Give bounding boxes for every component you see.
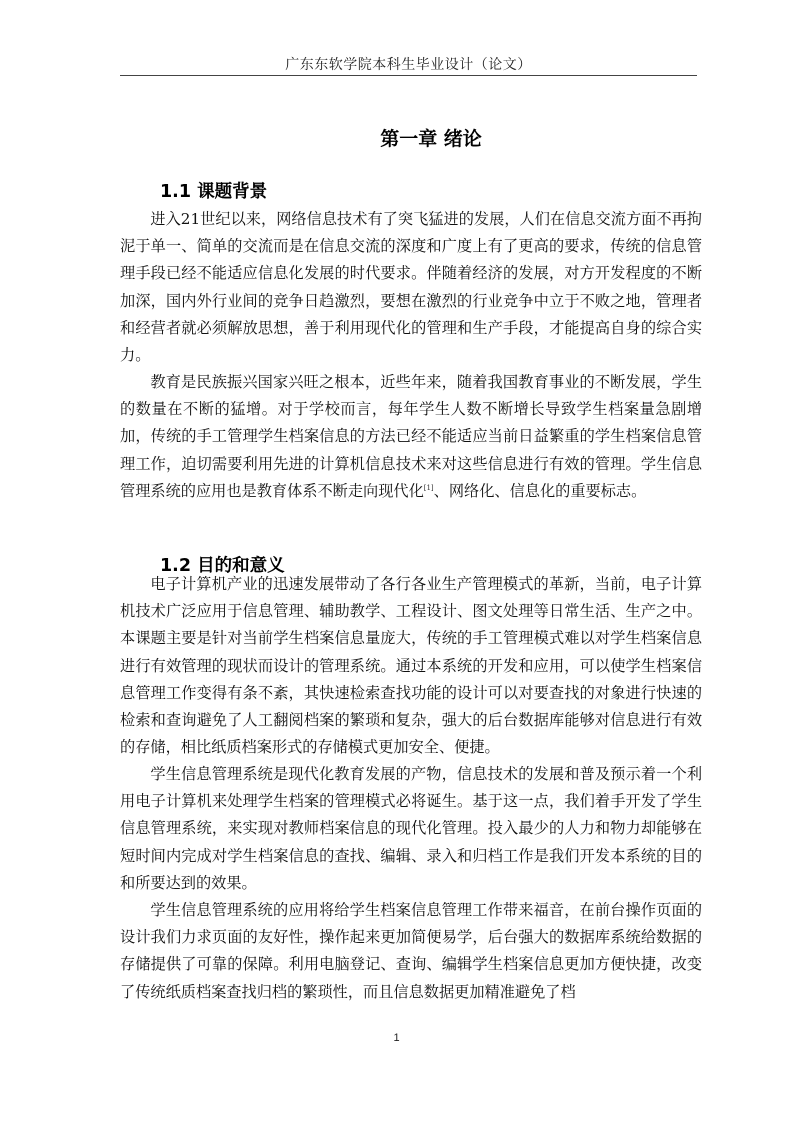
- page-number: 1: [393, 1032, 400, 1044]
- chapter-title: 第一章 绪论: [380, 128, 482, 150]
- running-header: 广东东软学院本科生毕业设计（论文）: [285, 57, 532, 73]
- citation-marker: [1]: [423, 483, 434, 492]
- paragraph: [120, 369, 702, 505]
- header-rule: [120, 75, 697, 76]
- paragraph: 学生信息管理系统的应用将给学生档案信息管理工作带来福音，在前台操作页面的设计我们力求页面的友好性，操作起来更加简便易学，后台强大的数据库系统给数据的存储提供了可靠的保障。利用电脑登记、查询、编辑学生档案信息更加方便快捷，改变了传统纸质档案查找归档的繁琐性，而且信息数据更加精准避免了档: [120, 901, 702, 1001]
- paragraph: 进入21世纪以来，网络信息技术有了突飞猛进的发展，人们在信息交流方面不再拘泥于单一、简单的交流而是在信息交流的深度和广度上有了更高的要求，传统的信息管理手段已经不能适应信息化发展的时代要求。伴随着经济的发展，对方开发程度的不断加深，国内外行业间的竞争日趋激烈，要想在激烈的行业竞争中立于不败之地，管理者和经营者就必须解放思想，善于利用现代化的管理和生产手段，才能提高自身的综合实力。: [120, 210, 702, 365]
- paragraph: 学生信息管理系统是现代化教育发展的产物，信息技术的发展和普及预示着一个利用电子计算机来处理学生档案的管理模式必将诞生。基于这一点，我们着手开发了学生信息管理系统，来实现对教师档案信息的现代化管理。投入最少的人力和物力却能够在短时间内完成对学生档案信息的查找、编辑、录入和归档工作是我们开发本系统的目的和所要达到的效果。: [120, 765, 702, 892]
- paragraph-text: 、网络化、信息化的重要标志。: [433, 481, 647, 500]
- paragraph-text: 教育是民族振兴国家兴旺之根本，近些年来，随着我国教育事业的不断发展，学生的数量在不断的猛增。对于学校而言，每年学生人数不断增长导致学生档案量急剧增加，传统的手工管理学生档案信息的方法已经不能适应当前日益繁重的学生档案信息管理工作，迫切需要利用先进的计算机信息技术来对这些信息进行有效的管理。学生信息管理系统的应用也是教育体系不断走向现代化: [120, 373, 702, 500]
- paragraph: 电子计算机产业的迅速发展带动了各行各业生产管理模式的革新，当前，电子计算机技术广泛应用于信息管理、辅助教学、工程设计、图文处理等日常生活、生产之中。本课题主要是针对当前学生档案信息量庞大，传统的手工管理模式难以对学生档案信息进行有效管理的现状而设计的管理系统。通过本系统的开发和应用，可以使学生档案信息管理工作变得有条不紊，其快速检索查找功能的设计可以对要查找的对象进行快速的检索和查询避免了人工翻阅档案的繁琐和复杂，强大的后台数据库能够对信息进行有效的存储，相比纸质档案形式的存储模式更加安全、便捷。: [120, 575, 702, 757]
- section-heading-background: 1.1 课题背景: [160, 182, 268, 202]
- section-heading-purpose: 1.2 目的和意义: [160, 556, 285, 576]
